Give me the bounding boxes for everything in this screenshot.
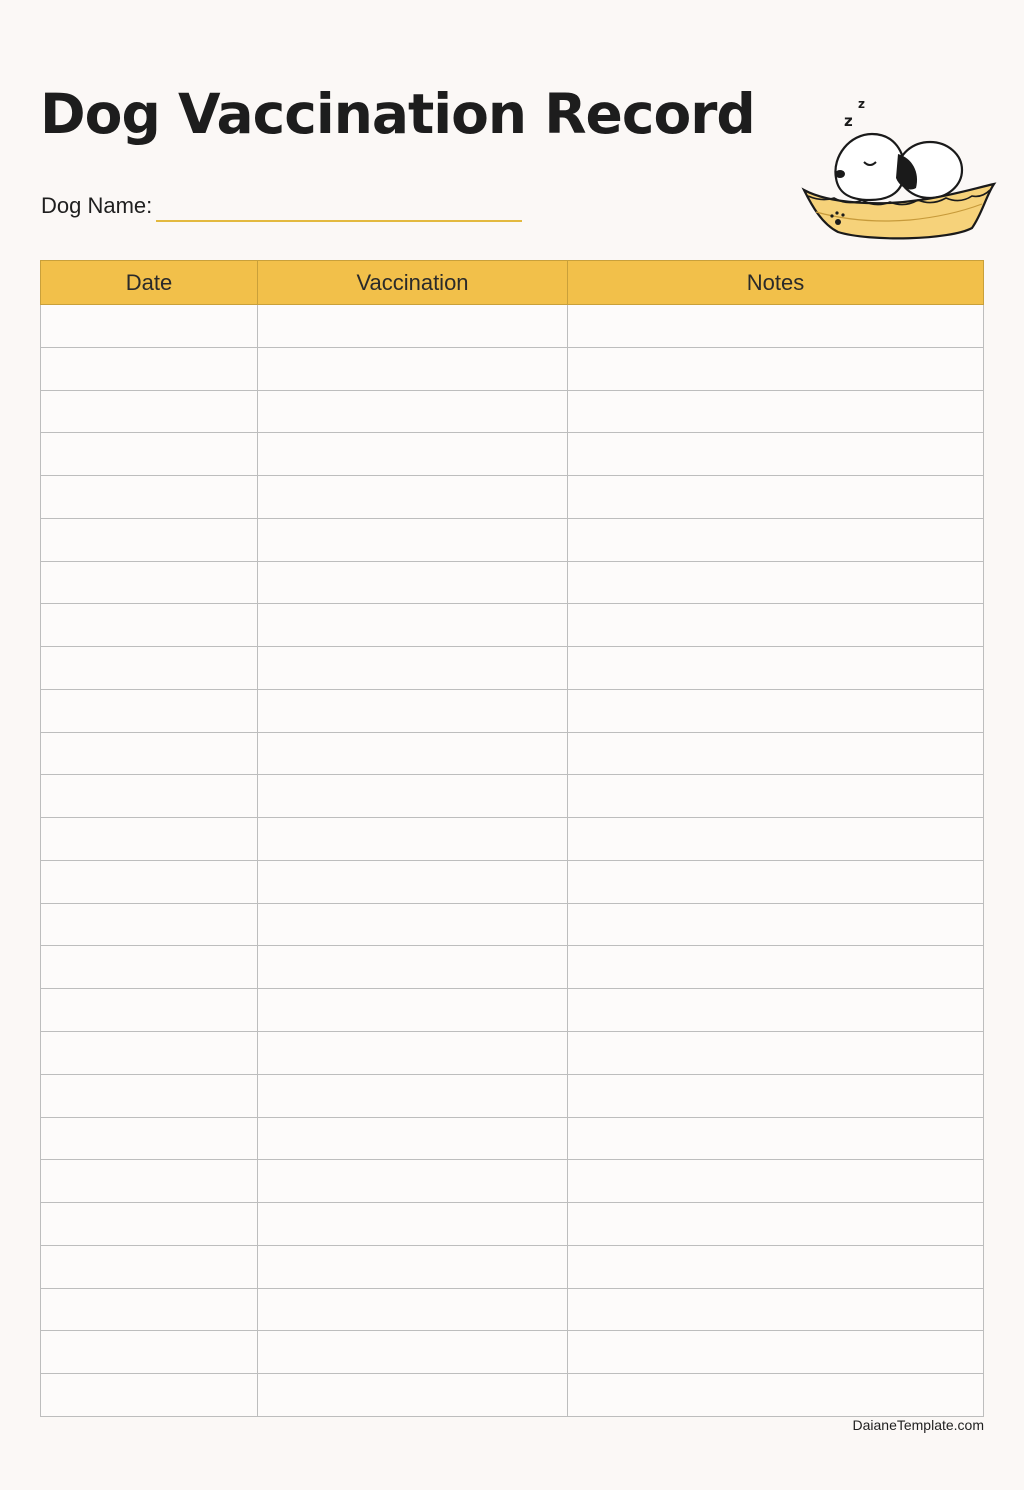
table-row: [41, 561, 984, 604]
dog-name-label: Dog Name:: [41, 193, 153, 218]
cell-date[interactable]: [41, 1245, 258, 1288]
table-row: [41, 989, 984, 1032]
cell-date[interactable]: [41, 347, 258, 390]
cell-vaccination[interactable]: [258, 1117, 568, 1160]
cell-notes[interactable]: [568, 390, 984, 433]
cell-notes[interactable]: [568, 561, 984, 604]
column-header-vaccination: Vaccination: [258, 261, 568, 305]
cell-vaccination[interactable]: [258, 1074, 568, 1117]
cell-date[interactable]: [41, 390, 258, 433]
cell-notes[interactable]: [568, 818, 984, 861]
cell-notes[interactable]: [568, 476, 984, 519]
table-row: [41, 647, 984, 690]
cell-notes[interactable]: [568, 903, 984, 946]
svg-text:z: z: [844, 112, 853, 130]
cell-vaccination[interactable]: [258, 946, 568, 989]
cell-date[interactable]: [41, 433, 258, 476]
cell-vaccination[interactable]: [258, 476, 568, 519]
table-row: [41, 390, 984, 433]
cell-vaccination[interactable]: [258, 1331, 568, 1374]
cell-date[interactable]: [41, 1032, 258, 1075]
cell-vaccination[interactable]: [258, 1245, 568, 1288]
cell-date[interactable]: [41, 732, 258, 775]
cell-date[interactable]: [41, 1074, 258, 1117]
table-row: [41, 305, 984, 348]
cell-vaccination[interactable]: [258, 1374, 568, 1417]
cell-vaccination[interactable]: [258, 1032, 568, 1075]
table-row: [41, 1203, 984, 1246]
table-header-row: [41, 261, 984, 305]
page-title: Dog Vaccination Record: [40, 82, 755, 146]
cell-date[interactable]: [41, 903, 258, 946]
cell-notes[interactable]: [568, 775, 984, 818]
cell-vaccination[interactable]: [258, 989, 568, 1032]
cell-date[interactable]: [41, 476, 258, 519]
cell-notes[interactable]: [568, 689, 984, 732]
cell-notes[interactable]: [568, 1074, 984, 1117]
table-row: [41, 689, 984, 732]
table-row: [41, 1374, 984, 1417]
cell-date[interactable]: [41, 647, 258, 690]
cell-vaccination[interactable]: [258, 818, 568, 861]
table-row: [41, 818, 984, 861]
table-row: [41, 1331, 984, 1374]
cell-date[interactable]: [41, 1288, 258, 1331]
cell-vaccination[interactable]: [258, 305, 568, 348]
cell-vaccination[interactable]: [258, 433, 568, 476]
cell-vaccination[interactable]: [258, 1160, 568, 1203]
table-row: [41, 732, 984, 775]
cell-vaccination[interactable]: [258, 347, 568, 390]
cell-notes[interactable]: [568, 1203, 984, 1246]
table-row: [41, 1117, 984, 1160]
dog-name-row: [41, 190, 522, 222]
table-row: [41, 476, 984, 519]
svg-text:z: z: [858, 97, 865, 111]
cell-date[interactable]: [41, 1331, 258, 1374]
cell-vaccination[interactable]: [258, 860, 568, 903]
cell-date[interactable]: [41, 860, 258, 903]
cell-notes[interactable]: [568, 347, 984, 390]
cell-notes[interactable]: [568, 1160, 984, 1203]
cell-vaccination[interactable]: [258, 518, 568, 561]
cell-vaccination[interactable]: [258, 1288, 568, 1331]
cell-vaccination[interactable]: [258, 561, 568, 604]
cell-notes[interactable]: [568, 1374, 984, 1417]
cell-date[interactable]: [41, 305, 258, 348]
cell-notes[interactable]: [568, 1331, 984, 1374]
table-row: [41, 946, 984, 989]
table-row: [41, 433, 984, 476]
cell-notes[interactable]: [568, 989, 984, 1032]
cell-vaccination[interactable]: [258, 775, 568, 818]
table-row: [41, 1160, 984, 1203]
table-row: [41, 1245, 984, 1288]
cell-date[interactable]: [41, 604, 258, 647]
cell-notes[interactable]: [568, 860, 984, 903]
column-header-date: Date: [41, 261, 258, 305]
cell-notes[interactable]: [568, 1245, 984, 1288]
sleeping-dog-in-basket-icon: [800, 92, 998, 244]
column-header-notes: Notes: [568, 261, 984, 305]
cell-date[interactable]: [41, 1117, 258, 1160]
dog-name-field[interactable]: [156, 190, 522, 222]
cell-date[interactable]: [41, 1374, 258, 1417]
cell-vaccination[interactable]: [258, 903, 568, 946]
cell-notes[interactable]: [568, 518, 984, 561]
cell-vaccination[interactable]: [258, 647, 568, 690]
table-body: [41, 305, 984, 1417]
table-row: [41, 775, 984, 818]
cell-notes[interactable]: [568, 647, 984, 690]
cell-date[interactable]: [41, 561, 258, 604]
cell-notes[interactable]: [568, 1032, 984, 1075]
cell-vaccination[interactable]: [258, 689, 568, 732]
cell-notes[interactable]: [568, 1117, 984, 1160]
cell-vaccination[interactable]: [258, 1203, 568, 1246]
cell-vaccination[interactable]: [258, 732, 568, 775]
cell-vaccination[interactable]: [258, 390, 568, 433]
cell-date[interactable]: [41, 518, 258, 561]
table-row: [41, 1032, 984, 1075]
table-row: [41, 518, 984, 561]
table-row: [41, 604, 984, 647]
table-row: [41, 860, 984, 903]
cell-notes[interactable]: [568, 946, 984, 989]
cell-notes[interactable]: [568, 604, 984, 647]
cell-notes[interactable]: [568, 1288, 984, 1331]
table-row: [41, 1288, 984, 1331]
table-row: [41, 1074, 984, 1117]
cell-notes[interactable]: [568, 732, 984, 775]
footer-watermark: DaianeTemplate.com: [852, 1417, 984, 1433]
cell-date[interactable]: [41, 989, 258, 1032]
cell-date[interactable]: [41, 775, 258, 818]
cell-vaccination[interactable]: [258, 604, 568, 647]
cell-date[interactable]: [41, 689, 258, 732]
cell-date[interactable]: [41, 1203, 258, 1246]
vaccination-table: [40, 260, 984, 1417]
cell-date[interactable]: [41, 818, 258, 861]
cell-notes[interactable]: [568, 305, 984, 348]
table-row: [41, 903, 984, 946]
cell-notes[interactable]: [568, 433, 984, 476]
table-row: [41, 347, 984, 390]
cell-date[interactable]: [41, 946, 258, 989]
cell-date[interactable]: [41, 1160, 258, 1203]
